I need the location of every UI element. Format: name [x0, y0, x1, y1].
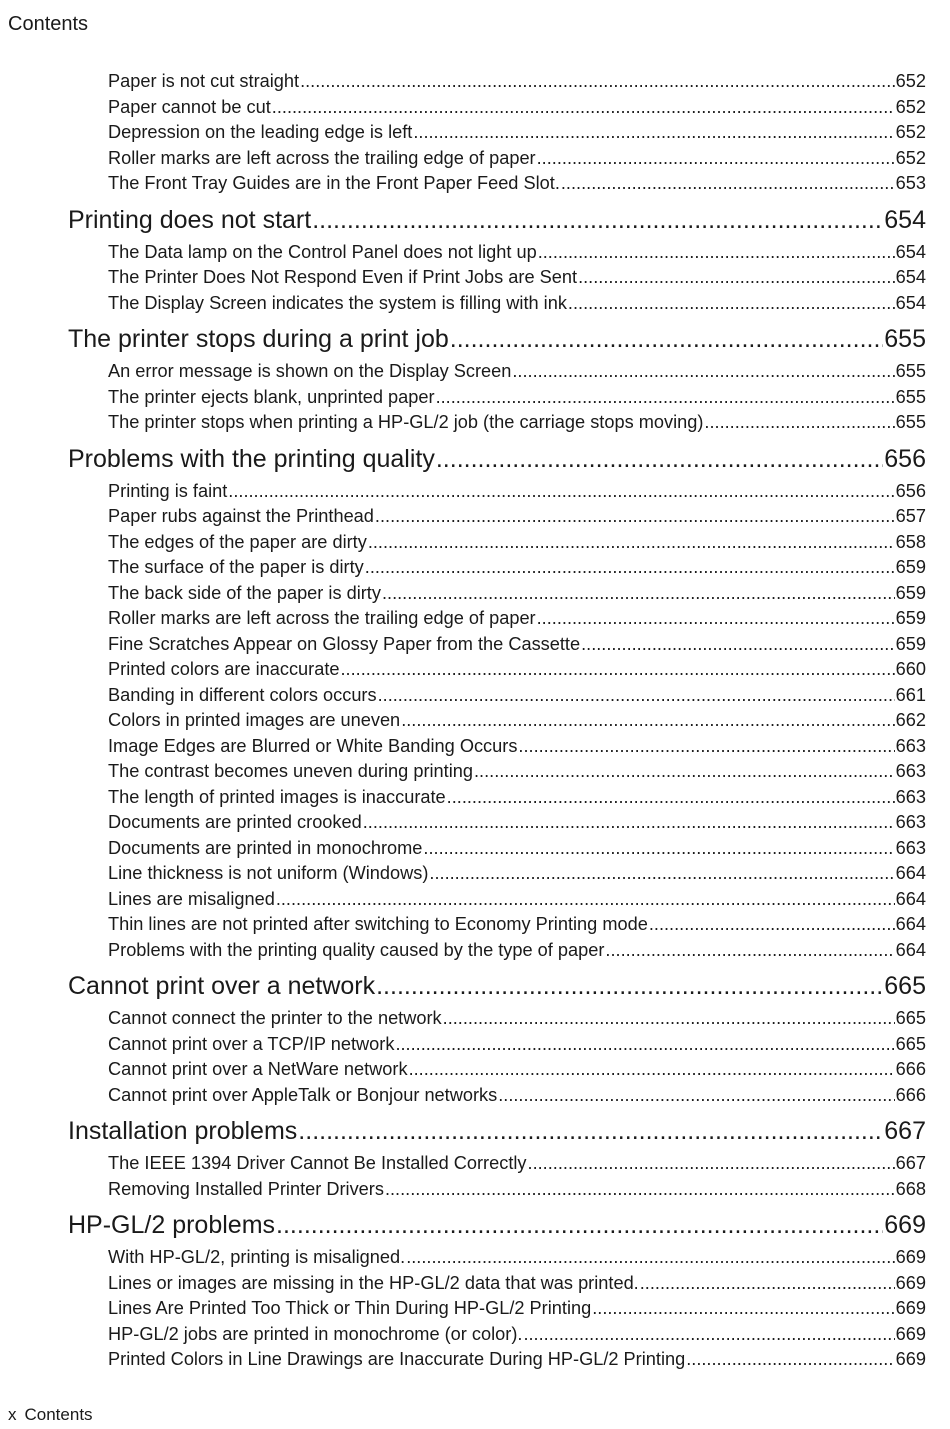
page-footer — [8, 1404, 93, 1426]
dot-leader — [649, 913, 895, 935]
toc-entry — [108, 735, 926, 757]
toc-section-heading — [68, 205, 926, 235]
toc-entry-page: 668 — [895, 1178, 926, 1199]
toc-entry — [108, 147, 926, 169]
toc-entry-title: The edges of the paper are dirty — [108, 531, 367, 552]
dot-leader — [436, 386, 895, 408]
page-numeral: x — [8, 1405, 17, 1424]
dot-leader — [704, 411, 894, 433]
toc-entry-title: Paper cannot be cut — [108, 96, 271, 117]
dot-leader — [447, 786, 895, 808]
toc-entry-page: 669 — [895, 1247, 926, 1267]
toc-entry-page: 663 — [895, 761, 926, 781]
toc-entry-title: HP-GL/2 problems — [68, 1211, 276, 1239]
dot-leader — [395, 1033, 894, 1055]
toc-entry — [108, 386, 926, 408]
toc-entry-title: Line thickness is not uniform (Windows) — [108, 863, 429, 883]
dot-leader — [528, 1152, 895, 1174]
toc-entry — [108, 480, 926, 502]
dot-leader — [537, 607, 895, 629]
toc-entry — [108, 760, 926, 782]
toc-entry-page: 654 — [884, 205, 926, 234]
dot-leader — [498, 1084, 894, 1106]
dot-leader — [605, 939, 894, 961]
toc-entry — [108, 411, 926, 433]
dot-leader — [401, 709, 894, 731]
dot-leader — [378, 684, 895, 706]
dot-leader — [561, 172, 895, 194]
toc-entry-page: 659 — [895, 608, 926, 628]
dot-leader — [537, 147, 895, 169]
toc-entry-page: 665 — [895, 1008, 926, 1028]
toc-entry-title: The Data lamp on the Control Panel does not light up — [108, 241, 537, 262]
toc-entry-title: The IEEE 1394 Driver Cannot Be Installed Correctly — [108, 1153, 527, 1173]
toc-entry — [108, 862, 926, 884]
toc-entry-page: 652 — [895, 96, 926, 117]
dot-leader — [300, 70, 895, 92]
toc-entry — [108, 241, 926, 263]
toc-entry-title: The printer stops when printing a HP-GL/2 job (the carriage stops moving) — [108, 412, 704, 432]
toc-entry — [108, 607, 926, 629]
toc-entry-title: Fine Scratches Appear on Glossy Paper from the Cassette — [108, 633, 581, 654]
dot-leader — [538, 241, 895, 263]
toc-entry-page: 665 — [895, 1033, 926, 1054]
dot-leader — [312, 205, 883, 235]
toc-entry-title: Lines are misaligned — [108, 888, 275, 909]
dot-leader — [363, 811, 895, 833]
toc-entry — [108, 913, 926, 935]
toc-entry — [108, 1272, 926, 1294]
toc-entry — [108, 172, 926, 194]
toc-entry-title: The printer stops during a print job — [68, 325, 449, 353]
toc-entry-title: Documents are printed in monochrome — [108, 837, 423, 858]
dot-leader — [276, 888, 895, 910]
dot-leader — [474, 760, 895, 782]
toc-entry-page: 665 — [884, 972, 926, 1000]
toc-entry-title: Colors in printed images are uneven — [108, 710, 401, 730]
toc-entry-title: Paper rubs against the Printhead — [108, 506, 374, 526]
toc-entry — [108, 1246, 926, 1268]
toc-entry — [108, 837, 926, 859]
toc-entry — [108, 292, 926, 314]
toc-section-heading — [68, 971, 926, 1001]
toc-entry — [108, 266, 926, 288]
dot-leader — [272, 96, 895, 118]
toc-entry-page: 663 — [895, 735, 926, 756]
toc-entry — [108, 1007, 926, 1029]
toc-entry-title: Roller marks are left across the trailing edge of paper — [108, 608, 536, 628]
toc-entry-title: Printed colors are inaccurate — [108, 659, 340, 679]
toc-entry-page: 669 — [895, 1323, 926, 1344]
dot-leader — [512, 360, 894, 382]
toc-entry-page: 655 — [895, 361, 926, 381]
toc-entry-page: 667 — [884, 1117, 926, 1145]
toc-entry-title: Cannot print over a NetWare network — [108, 1059, 408, 1079]
toc-entry — [108, 556, 926, 578]
toc-entry-title: The Display Screen indicates the system is filling with ink — [108, 292, 567, 313]
toc-entry — [108, 684, 926, 706]
footer-label: Contents — [24, 1405, 93, 1424]
dot-leader — [228, 480, 894, 502]
toc-entry-title: Image Edges are Blurred or White Banding Occurs — [108, 735, 518, 756]
toc-entry — [108, 360, 926, 382]
dot-leader — [413, 121, 894, 143]
toc-entry-page: 652 — [895, 71, 926, 91]
toc-entry-title: Problems with the printing quality caused by the type of paper — [108, 939, 605, 960]
toc-entry — [108, 1297, 926, 1319]
dot-leader — [423, 837, 894, 859]
toc-entry — [108, 1033, 926, 1055]
dot-leader — [581, 633, 895, 655]
toc-entry-page: 662 — [895, 710, 926, 730]
toc-entry-page: 669 — [895, 1272, 926, 1293]
toc-entry-title: The contrast becomes uneven during printing — [108, 761, 473, 781]
toc-entry-page: 669 — [895, 1298, 926, 1318]
toc-entry-title: The surface of the paper is dirty — [108, 557, 364, 577]
toc-entry — [108, 1323, 926, 1345]
dot-leader — [375, 505, 895, 527]
toc-section-heading — [68, 1210, 926, 1240]
dot-leader — [518, 735, 894, 757]
toc-entry-page: 664 — [895, 939, 926, 960]
toc-entry-page: 654 — [895, 292, 926, 313]
toc-entry-title: An error message is shown on the Display Screen — [108, 361, 512, 381]
toc-entry — [108, 582, 926, 604]
toc-entry-page: 666 — [895, 1084, 926, 1105]
toc-entry-title: Depression on the leading edge is left — [108, 122, 413, 142]
toc-entry-page: 654 — [895, 241, 926, 262]
dot-leader — [341, 658, 895, 680]
toc-entry-title: Paper is not cut straight — [108, 71, 300, 91]
dot-leader — [450, 324, 884, 354]
dot-leader — [429, 862, 894, 884]
dot-leader — [298, 1116, 883, 1146]
toc-entry-page: 656 — [884, 444, 926, 473]
toc-entry — [108, 811, 926, 833]
dot-leader — [276, 1210, 883, 1240]
toc-entry-title: Removing Installed Printer Drivers — [108, 1178, 384, 1199]
dot-leader — [365, 556, 895, 578]
dot-leader — [568, 292, 895, 314]
toc-entry-title: Cannot print over a network — [68, 972, 376, 1000]
toc-entry-page: 663 — [895, 812, 926, 832]
toc-entry-title: The back side of the paper is dirty — [108, 582, 381, 603]
toc-entry-page: 669 — [884, 1211, 926, 1239]
dot-leader — [409, 1058, 895, 1080]
toc-entry-title: Documents are printed crooked — [108, 812, 362, 832]
toc-entry — [108, 939, 926, 961]
toc-entry — [108, 888, 926, 910]
running-header: Contents — [8, 13, 89, 35]
toc-entry-title: The length of printed images is inaccurate — [108, 786, 446, 807]
toc-entry-title: The Front Tray Guides are in the Front Paper Feed Slot. — [108, 173, 560, 193]
toc-entry — [108, 70, 926, 92]
toc-entry-title: The Printer Does Not Respond Even if Print Jobs are Sent — [108, 267, 578, 287]
toc-entry-page: 654 — [895, 267, 926, 287]
dot-leader — [578, 266, 895, 288]
toc-entry-title: Lines Are Printed Too Thick or Thin During HP-GL/2 Printing — [108, 1298, 592, 1318]
dot-leader — [368, 531, 895, 553]
toc-entry-page: 663 — [895, 786, 926, 807]
toc-entry — [108, 1178, 926, 1200]
toc-entry-page: 655 — [895, 386, 926, 407]
toc-entry — [108, 1152, 926, 1174]
toc-entry — [108, 1084, 926, 1106]
toc-entry-title: Problems with the printing quality — [68, 444, 435, 473]
toc-entry-title: With HP-GL/2, printing is misaligned. — [108, 1247, 406, 1267]
dot-leader — [385, 1178, 895, 1200]
toc-entry — [108, 505, 926, 527]
toc-entry — [108, 658, 926, 680]
dot-leader — [686, 1348, 894, 1370]
toc-entry — [108, 709, 926, 731]
toc-entry-title: Banding in different colors occurs — [108, 684, 377, 705]
toc-entry-page: 669 — [895, 1349, 926, 1369]
dot-leader — [443, 1007, 895, 1029]
dot-leader — [382, 582, 895, 604]
toc-entry-page: 667 — [895, 1153, 926, 1173]
toc-entry-page: 659 — [895, 633, 926, 654]
dot-leader — [592, 1297, 894, 1319]
toc-entry-page: 664 — [895, 863, 926, 883]
toc-entry-page: 655 — [884, 325, 926, 353]
toc-entry — [108, 633, 926, 655]
toc-entry-page: 664 — [895, 888, 926, 909]
toc-section-heading — [68, 1116, 926, 1146]
toc-entry-title: Thin lines are not printed after switching to Economy Printing mode — [108, 914, 648, 934]
toc-entry — [108, 1058, 926, 1080]
toc-entry-title: Printed Colors in Line Drawings are Inaccurate During HP-GL/2 Printing — [108, 1349, 686, 1369]
toc-entry-title: HP-GL/2 jobs are printed in monochrome (or color). — [108, 1323, 523, 1344]
dot-leader — [406, 1246, 894, 1268]
toc-entry-page: 659 — [895, 557, 926, 577]
toc-entry — [108, 96, 926, 118]
toc-entry-title: Printing does not start — [68, 205, 312, 234]
toc-entry-page: 656 — [895, 480, 926, 501]
toc-entry-page: 657 — [895, 506, 926, 526]
toc-entry-page: 659 — [895, 582, 926, 603]
toc-entry-page: 660 — [895, 659, 926, 679]
toc-entry-page: 661 — [895, 684, 926, 705]
toc-entry-title: Printing is faint — [108, 480, 228, 501]
toc-entry-title: Cannot connect the printer to the network — [108, 1008, 442, 1028]
dot-leader — [640, 1272, 895, 1294]
toc-entry-page: 653 — [895, 173, 926, 193]
toc-entry-page: 655 — [895, 412, 926, 432]
toc-entry — [108, 121, 926, 143]
toc-entry-title: Roller marks are left across the trailing edge of paper — [108, 147, 536, 168]
toc-entry-page: 666 — [895, 1059, 926, 1079]
toc-entry-page: 663 — [895, 837, 926, 858]
toc-section-heading — [68, 444, 926, 474]
toc-entry — [108, 1348, 926, 1370]
toc-entry-title: Installation problems — [68, 1117, 298, 1145]
toc-entry-page: 652 — [895, 147, 926, 168]
toc-entry-title: Cannot print over a TCP/IP network — [108, 1033, 395, 1054]
dot-leader — [376, 971, 883, 1001]
toc-section-heading — [68, 324, 926, 354]
toc-entry-page: 664 — [895, 914, 926, 934]
toc-entry-title: Cannot print over AppleTalk or Bonjour networks — [108, 1084, 498, 1105]
dot-leader — [436, 444, 883, 474]
toc-entry-page: 652 — [895, 122, 926, 142]
dot-leader — [523, 1323, 894, 1345]
toc-entry-title: Lines or images are missing in the HP-GL/2 data that was printed. — [108, 1272, 639, 1293]
toc-entry-title: The printer ejects blank, unprinted paper — [108, 386, 435, 407]
toc-entry-page: 658 — [895, 531, 926, 552]
toc-entry — [108, 531, 926, 553]
toc-entry — [108, 786, 926, 808]
